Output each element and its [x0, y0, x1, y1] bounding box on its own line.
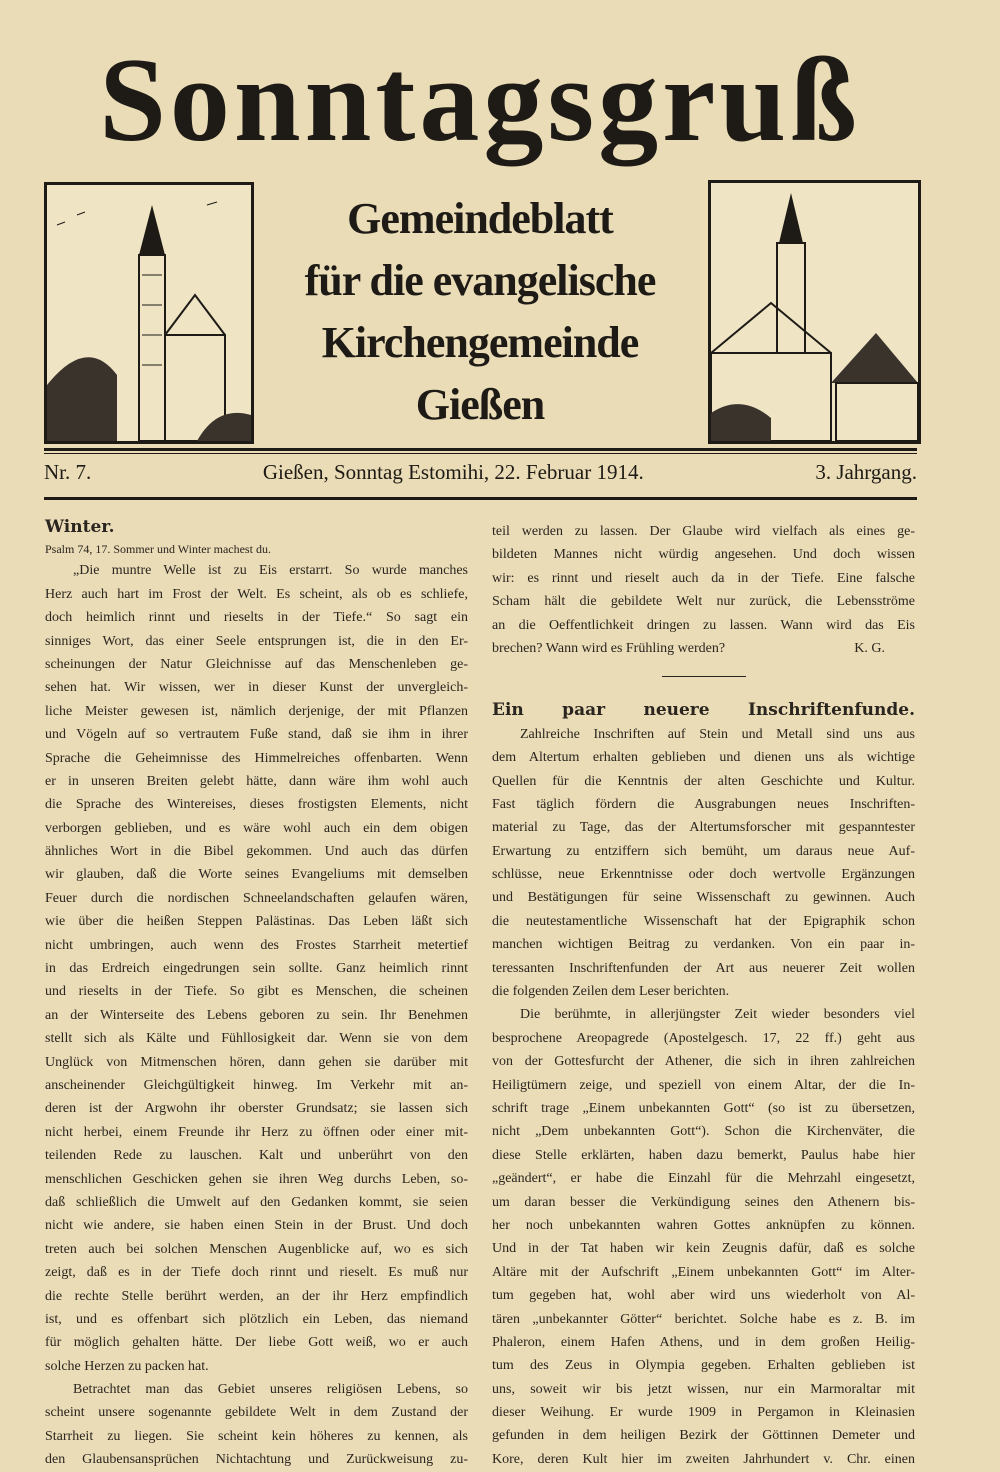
text-line: wie über die heißen Steppen Palästinas. Das Leben läßt sich: [45, 914, 468, 930]
masthead-subtitle: [258, 188, 702, 436]
text-line: von der Gottesfurcht der Athener, die sich in ihren zahlreichen: [492, 1054, 915, 1070]
text-line: Sprache die Geheimnisse des Himmelreiches offenbarten. Wenn: [45, 750, 468, 766]
subtitle-line: Gemeindeblatt: [347, 194, 613, 243]
text-line: sehen hat. Wir wissen, wer in dieser Kunst der unvergleich-: [45, 680, 468, 696]
text-line: Altäre mit der Aufschrift „Einem unbekannten Gott“ im Alter-: [492, 1264, 915, 1280]
village-church-icon: [711, 183, 918, 441]
text-line: und Vögeln auf so vertrautem Fuße stand, daß sie ihm in ihrer: [45, 727, 468, 743]
text-line: „Die muntre Welle ist zu Eis erstarrt. So wurde manches: [73, 563, 468, 579]
issue-info-line: [44, 460, 917, 485]
text-line: Starrheit zu liegen. Sie scheint kein höheres zu kennen, als: [45, 1428, 468, 1444]
text-line: manchen wichtigen Beitrag zu verdanken. Von ein paar in-: [492, 937, 915, 953]
text-line: daß schließlich die Umwelt auf den Gedanken kommt, sie seien: [45, 1194, 468, 1210]
text-line: die rechte Stelle berührt werden, an der ihr Herz empfindlich: [45, 1288, 468, 1304]
text-line: Phaleron, einem Hafen Athens, und in dem großen Heilig-: [492, 1334, 915, 1350]
text-line: in das Erdreich eingedrungen sein sollte. Ganz heimlich rinnt: [45, 961, 468, 977]
dateline: Gießen, Sonntag Estomihi, 22. Februar 1914.: [262, 460, 644, 484]
text-line: tum gegeben hat, wohl aber wird uns wiederholt von Al-: [492, 1288, 915, 1304]
text-line: menschlichen Geschicken gehen sie ihren Weg durchs Leben, so-: [45, 1171, 468, 1187]
text-line: nicht „Dem unbekannten Gott“). Schon die Kirchenväter, die: [492, 1124, 915, 1140]
text-line: doch heimlich rinnt und rieselts in der Tiefe.“ So sagt ein: [45, 610, 468, 626]
text-line: Fast täglich fördern die Ausgrabungen neues Inschriften-: [492, 796, 915, 812]
text-line: „geändert“, er habe die Einzahl für die Mehrzahl eingesetzt,: [492, 1171, 915, 1187]
text-line: an die Oeffentlichkeit dringen zu lassen. Wann wird das Eis: [492, 617, 915, 633]
text-line: Die berühmte, in allerjüngster Zeit wieder besonders viel: [520, 1007, 915, 1023]
text-line: ähnliches Wort in die Bibel gekommen. Und auch das dürfen: [45, 844, 468, 860]
text-line: und Bestätigungen für seine Wissenschaft zu gewinnen. Auch: [492, 890, 915, 906]
text-line: bildeten Mannes nicht würdig angesehen. Und doch wissen: [492, 547, 915, 563]
text-line: an der Winterseite des Lebens geboren zu sein. Ihr Benehmen: [45, 1007, 468, 1023]
closing-line: [492, 637, 915, 660]
text-line: die folgenden Zeilen dem Leser berichten.: [492, 984, 730, 1000]
issue-number: Nr. 7.: [44, 460, 92, 484]
text-line: wir glauben, daß die Worte seines Evangeliums mit demselben: [45, 867, 468, 883]
text-line: Und in der Tat haben wir kein Zeugnis dafür, daß es solche: [492, 1241, 915, 1257]
masthead-title: Sonntagsgruß: [99, 33, 861, 166]
text-line: Unglück von Mitmenschen hören, dann gehen sie darüber mit: [45, 1054, 468, 1070]
text-line: den Glaubensansprüchen Nichtachtung und Zurückweisung zu-: [45, 1452, 468, 1468]
text-line: Zahlreiche Inschriften auf Stein und Metall sind uns aus: [520, 726, 915, 742]
text-line: nicht herbei, einem Freunde ihr Herz zu öffnen oder einer mit-: [45, 1124, 468, 1140]
text-line: zeigt, daß es in der Tiefe doch rinnt und rieselt. Es muß nur: [45, 1265, 468, 1281]
text-line: für möglich gehalten hätte. Der liebe Gott weiß, wo er auch: [45, 1335, 468, 1351]
text-line: stellt sich als Kälte und Fühllosigkeit dar. Wenn sie von dem: [45, 1031, 468, 1047]
text-line: diese Stelle erklärten, haben dazu bemerkt, Paulus habe hier: [492, 1147, 915, 1163]
text-line: her noch unbekannten wahren Gottes anknüpfen zu können.: [492, 1217, 915, 1233]
text-line: dieser Weihung. Er wurde 1909 in Pergamon in Kleinasien: [492, 1405, 915, 1421]
text-line: dem Altertum erhalten geblieben und dienen uns als wichtige: [492, 750, 915, 766]
text-line: ist, und es offenbart sich plötzlich ein Leben, das niemand: [45, 1311, 468, 1327]
text-line: Heiligtümern zeige, und speziell von einem Altar, der die In-: [492, 1077, 915, 1093]
subtitle-line: Gießen: [415, 380, 545, 429]
text-line: nicht umbringen, auch wenn des Frostes Starrheit metertief: [45, 937, 468, 953]
volume: 3. Jahrgang.: [815, 460, 917, 484]
header-rule-bottom: [44, 497, 917, 500]
text-line: schrift trage „Einem unbekannten Gott“ (so ist zu übersetzen,: [492, 1100, 915, 1116]
paragraph: [492, 723, 915, 1004]
text-line: gefunden in dem heiligen Bezirk der Göttinnen Demeter und: [492, 1428, 915, 1444]
text-line: schlüsse, neue Erkenntnisse oder doch wertvolle Ergänzungen: [492, 867, 915, 883]
text-line: Scham hält die gebildete Welt nur zurück, die Lebensströme: [492, 594, 915, 610]
article-title: Ein paar neuere Inschriftenfunde.: [492, 700, 915, 721]
text-line: treten auch bei solchen Menschen Augenblicke auf, wo es sich: [45, 1241, 468, 1257]
text-line: verborgen geblieben, und es wäre wohl auch ein dem obigen: [45, 820, 468, 836]
text-line: Herz auch hart im Frost der Welt. Es scheint, als ob es schliefe,: [45, 586, 468, 602]
text-line: scheinungen der Natur Gleichnisse auf das Menschenleben ge-: [45, 656, 468, 672]
text-line: uns, soweit wir bis jetzt wissen, nur ein Marmoraltar mit: [492, 1381, 915, 1397]
header-rule-thin: [44, 453, 917, 454]
text-line: scheint unsere sogenannte gebildete Welt in dem Zustand der: [45, 1405, 468, 1421]
text-line: tären „unbekannter Götter“ berichtet. Solche habe es z. B. im: [492, 1311, 915, 1327]
text-line: er in unseren Breiten gelebt hätte, dann wäre ihm wohl auch: [45, 773, 468, 789]
subtitle-line: Kirchengemeinde: [321, 318, 639, 367]
church-illustration-left: [44, 182, 254, 444]
text-line: nicht wie andere, sie haben einen Stein in der Brust. Und doch: [45, 1218, 468, 1234]
epigraph: Psalm 74, 17. Sommer und Winter machest du.: [45, 542, 271, 557]
paragraph: [45, 559, 468, 1378]
text-line: besprochene Areopagrede (Apostelgesch. 17, 22 ff.) geht aus: [492, 1030, 915, 1046]
paragraph: [45, 1378, 468, 1472]
text-line: und rieselts in der Tiefe. So gibt es Menschen, die scheinen: [45, 984, 468, 1000]
text-line: Betrachtet man das Gebiet unseres religiösen Lebens, so: [73, 1382, 468, 1398]
church-illustration-right: [708, 180, 921, 444]
text-line: Feuer durch die nordischen Schneelandschaften gelaufen wären,: [45, 890, 468, 906]
closing-text: brechen? Wann wird es Frühling werden?: [492, 640, 726, 656]
text-line: wir: es rinnt und rieselt auch da in der Tiefe. Eine falsche: [492, 570, 915, 586]
text-line: um daran besser die Verkündigung seines den Athenern bis-: [492, 1194, 915, 1210]
text-line: deren ist der Argwohn ihr oberster Grundsatz; sie lassen sich: [45, 1101, 468, 1117]
text-line: tum des Zeus in Olympia gegeben. Erhalten geblieben ist: [492, 1358, 915, 1374]
header-rule: [44, 448, 917, 451]
text-line: sinniges Wort, das einer Seele entsprungen ist, die in den Er-: [45, 633, 468, 649]
text-line: die Sprache des Wintereises, dieses frostigsten Elements, nicht: [45, 797, 468, 813]
text-line: material zu Tage, das der Altertumsforscher mit gespanntester: [492, 820, 915, 836]
paragraph: [492, 1003, 915, 1471]
article-separator: [662, 676, 746, 677]
text-line: teil werden zu lassen. Der Glaube wird vielfach als eines ge-: [492, 524, 915, 539]
text-line: Kore, deren Kult hier im zweiten Jahrhundert v. Chr. einen: [492, 1451, 915, 1467]
text-line: Erwartung zu entziffern sich bemüht, um daraus neue Auf-: [492, 843, 915, 859]
text-line: Quellen für die Kenntnis der alten Geschichte und Kultur.: [492, 773, 915, 789]
text-line: liche Meister gewesen ist, nämlich derjenige, der mit Pflanzen: [45, 703, 468, 719]
text-line: die neutestamentliche Wissenschaft hat der Epigraphik schon: [492, 913, 915, 929]
column-left: [45, 516, 468, 1472]
paragraph-continued: [492, 520, 915, 637]
text-line: teressanten Inschriftenfunden der Art aus neuerer Zeit wollen: [492, 960, 915, 976]
text-line: solche Herzen zu packen hat.: [45, 1358, 209, 1374]
subtitle-line: für die evangelische: [304, 256, 656, 305]
text-line: teilenden Rede zu lauschen. Kalt und unberührt von den: [45, 1148, 468, 1164]
author-signature: K. G.: [854, 640, 885, 656]
article-title: Winter.: [45, 517, 115, 537]
text-line: anscheinender Gleichgültigkeit hinweg. Im Verkehr mit an-: [45, 1077, 468, 1093]
church-tower-icon: [47, 185, 251, 441]
column-right: [492, 520, 915, 1471]
